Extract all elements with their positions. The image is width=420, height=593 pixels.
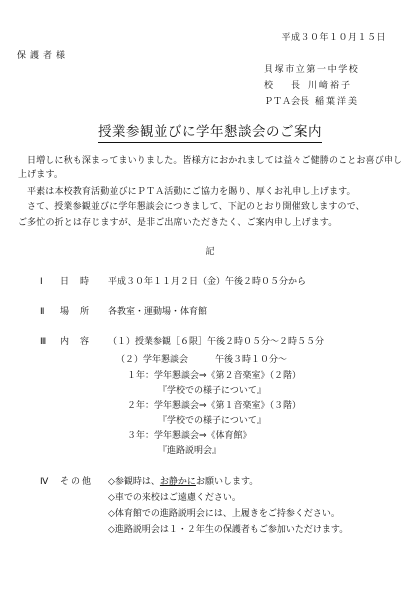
- recipient: 保護者様: [17, 51, 70, 61]
- note-2: ◇車での来校はご遠慮ください。: [108, 493, 241, 503]
- note-1: ◇参観時は、お静かにお願いします。: [108, 477, 259, 487]
- item-4-number: Ⅳ: [40, 477, 49, 487]
- paragraph-invite-1: さて、授業参観並びに学年懇談会につきまして、下記のとおり開催致しますので、: [27, 202, 365, 212]
- note-3: ◇体育館での進路説明会には、上履きをご持参ください。: [108, 509, 340, 519]
- principal-name: 川﨑裕子: [308, 81, 353, 91]
- sender-principal: [264, 82, 352, 91]
- item-3-line-1: （１）授業参観［６限］午後２時０５分～２時５５分: [108, 337, 325, 347]
- item-2-value: 各教室・運動場・体育館: [108, 307, 208, 317]
- ki-mark: 記: [205, 247, 215, 257]
- item-3-number: Ⅲ: [40, 337, 47, 347]
- item-2-number: Ⅱ: [40, 307, 45, 317]
- grade-1-meeting: １年：学年懇談会⇒《第２音楽室》（２階）: [127, 371, 302, 381]
- note-4: ◇進路説明会は１・２年生の保護者もご参加いただけます。: [108, 525, 349, 535]
- principal-role: 校 長: [264, 81, 301, 91]
- sender-school: 貝塚市立第一中学校: [264, 65, 360, 75]
- item-3-line-2: （２）学年懇談会 午後３時１０分～: [116, 355, 288, 365]
- item-1-value: 平成３０年１１月２日（金）午後２時０５分から: [108, 277, 307, 287]
- pta-role: ＰＴＡ会長: [264, 97, 310, 107]
- grade-3-meeting: ３年：学年懇談会⇒《体育館》: [127, 431, 252, 441]
- item-2-label: 場所: [60, 307, 101, 317]
- item-1-number: Ⅰ: [40, 277, 43, 287]
- paragraph-greeting: 日増しに秋も深まってまいりました。皆様方におかれましては益々ご健勝のことお喜び申し上げます。: [18, 156, 403, 180]
- item-1-label: 日時: [60, 277, 101, 287]
- grade-3-topic: 『進路説明会』: [158, 446, 222, 456]
- grade-1-topic: 『学校での様子について』: [158, 386, 266, 396]
- item-3-label: 内容: [60, 337, 101, 347]
- grade-2-topic: 『学校での様子について』: [158, 416, 266, 426]
- document-title: 授業参観並びに学年懇談会のご案内: [0, 126, 420, 140]
- pta-name: 稲葉洋美: [315, 97, 360, 107]
- item-4-label: その他: [60, 477, 94, 487]
- sender-pta: [264, 98, 359, 107]
- paragraph-invite-2: ご多忙の折とは存じますが、是非ご出席いただきたく、ご案内申し上げます。: [18, 218, 338, 228]
- grade-2-meeting: ２年：学年懇談会⇒《第１音楽室》（３階）: [127, 401, 302, 411]
- paragraph-thanks: 平素は本校教育活動並びにＰＴＡ活動にご協力を賜り、厚くお礼申し上げます。: [27, 187, 356, 197]
- note-1-emphasis: お静かに: [159, 477, 196, 487]
- document-date: 平成３０年１０月１５日: [281, 33, 386, 43]
